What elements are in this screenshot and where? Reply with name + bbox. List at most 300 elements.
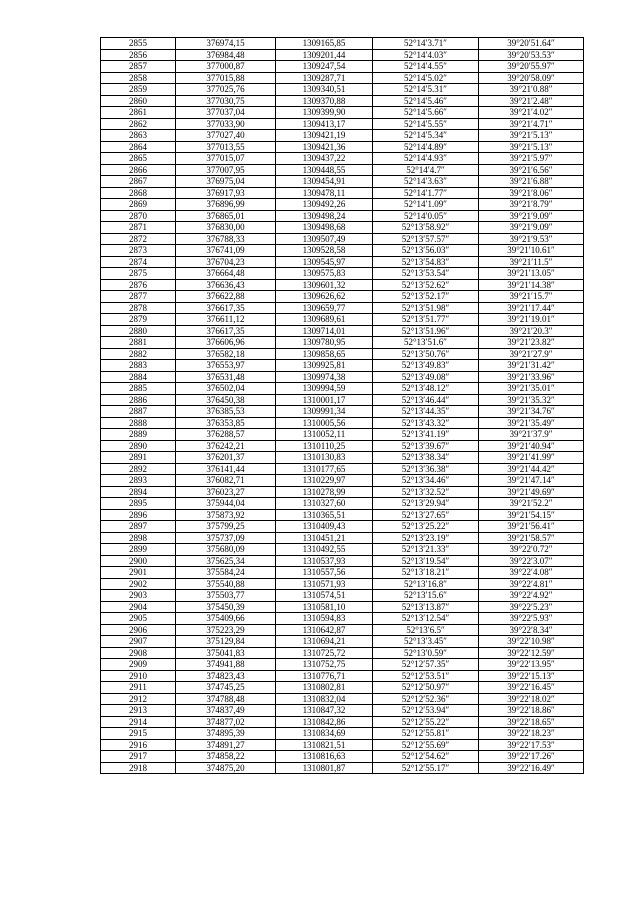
point-number-cell: 2859 bbox=[101, 84, 176, 96]
y-coordinate-cell: 1310574,51 bbox=[276, 590, 373, 602]
y-coordinate-cell: 1310581,10 bbox=[276, 601, 373, 613]
x-coordinate-cell: 374941,88 bbox=[176, 659, 276, 671]
y-coordinate-cell: 1309498,68 bbox=[276, 222, 373, 234]
table-row bbox=[101, 371, 584, 383]
x-coordinate-cell: 376896,99 bbox=[176, 199, 276, 211]
longitude-cell: 39°21′14.38″ bbox=[479, 279, 584, 291]
table-row bbox=[101, 532, 584, 544]
point-number-cell: 2864 bbox=[101, 141, 176, 153]
latitude-cell: 52°13′12.54″ bbox=[373, 613, 479, 625]
longitude-cell: 39°22′8.34″ bbox=[479, 624, 584, 636]
point-number-cell: 2888 bbox=[101, 417, 176, 429]
x-coordinate-cell: 376664,48 bbox=[176, 268, 276, 280]
table-row bbox=[101, 291, 584, 303]
table-row bbox=[101, 463, 584, 475]
point-number-cell: 2908 bbox=[101, 647, 176, 659]
table-row bbox=[101, 498, 584, 510]
point-number-cell: 2857 bbox=[101, 61, 176, 73]
table-row bbox=[101, 49, 584, 61]
longitude-cell: 39°21′9.09″ bbox=[479, 222, 584, 234]
latitude-cell: 52°12′55.17″ bbox=[373, 762, 479, 774]
longitude-cell: 39°21′31.42″ bbox=[479, 360, 584, 372]
longitude-cell: 39°22′5.23″ bbox=[479, 601, 584, 613]
y-coordinate-cell: 1309413,17 bbox=[276, 118, 373, 130]
latitude-cell: 52°14′4.03″ bbox=[373, 49, 479, 61]
y-coordinate-cell: 1309858,65 bbox=[276, 348, 373, 360]
point-number-cell: 2913 bbox=[101, 705, 176, 717]
point-number-cell: 2869 bbox=[101, 199, 176, 211]
point-number-cell: 2867 bbox=[101, 176, 176, 188]
table-row bbox=[101, 613, 584, 625]
longitude-cell: 39°21′56.41″ bbox=[479, 521, 584, 533]
point-number-cell: 2877 bbox=[101, 291, 176, 303]
y-coordinate-cell: 1310557,56 bbox=[276, 567, 373, 579]
x-coordinate-cell: 376741,09 bbox=[176, 245, 276, 257]
y-coordinate-cell: 1309492,26 bbox=[276, 199, 373, 211]
y-coordinate-cell: 1310492,55 bbox=[276, 544, 373, 556]
y-coordinate-cell: 1310594,83 bbox=[276, 613, 373, 625]
table-row bbox=[101, 268, 584, 280]
table-row bbox=[101, 659, 584, 671]
latitude-cell: 52°13′25.22″ bbox=[373, 521, 479, 533]
table-row bbox=[101, 84, 584, 96]
latitude-cell: 52°12′55.81″ bbox=[373, 728, 479, 740]
latitude-cell: 52°13′51.96″ bbox=[373, 325, 479, 337]
x-coordinate-cell: 375409,66 bbox=[176, 613, 276, 625]
table-row bbox=[101, 314, 584, 326]
x-coordinate-cell: 376611,12 bbox=[176, 314, 276, 326]
longitude-cell: 39°22′17.53″ bbox=[479, 739, 584, 751]
table-row bbox=[101, 555, 584, 567]
longitude-cell: 39°21′44.42″ bbox=[479, 463, 584, 475]
x-coordinate-cell: 375223,29 bbox=[176, 624, 276, 636]
y-coordinate-cell: 1309201,44 bbox=[276, 49, 373, 61]
x-coordinate-cell: 376788,33 bbox=[176, 233, 276, 245]
longitude-cell: 39°21′0.88″ bbox=[479, 84, 584, 96]
latitude-cell: 52°14′5.34″ bbox=[373, 130, 479, 142]
x-coordinate-cell: 374895,39 bbox=[176, 728, 276, 740]
point-number-cell: 2884 bbox=[101, 371, 176, 383]
latitude-cell: 52°13′36.38″ bbox=[373, 463, 479, 475]
longitude-cell: 39°22′18.86″ bbox=[479, 705, 584, 717]
x-coordinate-cell: 376830,00 bbox=[176, 222, 276, 234]
x-coordinate-cell: 375540,88 bbox=[176, 578, 276, 590]
table-row bbox=[101, 567, 584, 579]
point-number-cell: 2914 bbox=[101, 716, 176, 728]
latitude-cell: 52°13′23.19″ bbox=[373, 532, 479, 544]
longitude-cell: 39°21′33.96″ bbox=[479, 371, 584, 383]
table-row bbox=[101, 394, 584, 406]
x-coordinate-cell: 376288,57 bbox=[176, 429, 276, 441]
latitude-cell: 52°14′5.55″ bbox=[373, 118, 479, 130]
x-coordinate-cell: 375503,77 bbox=[176, 590, 276, 602]
point-number-cell: 2893 bbox=[101, 475, 176, 487]
longitude-cell: 39°21′27.9″ bbox=[479, 348, 584, 360]
table-row bbox=[101, 302, 584, 314]
latitude-cell: 52°13′53.54″ bbox=[373, 268, 479, 280]
x-coordinate-cell: 375625,34 bbox=[176, 555, 276, 567]
longitude-cell: 39°21′37.9″ bbox=[479, 429, 584, 441]
point-number-cell: 2892 bbox=[101, 463, 176, 475]
y-coordinate-cell: 1310802,81 bbox=[276, 682, 373, 694]
point-number-cell: 2891 bbox=[101, 452, 176, 464]
longitude-cell: 39°21′41.99″ bbox=[479, 452, 584, 464]
point-number-cell: 2910 bbox=[101, 670, 176, 682]
longitude-cell: 39°21′20.3″ bbox=[479, 325, 584, 337]
table-row bbox=[101, 452, 584, 464]
y-coordinate-cell: 1309287,71 bbox=[276, 72, 373, 84]
latitude-cell: 52°14′5.46″ bbox=[373, 95, 479, 107]
y-coordinate-cell: 1309370,88 bbox=[276, 95, 373, 107]
table-row bbox=[101, 210, 584, 222]
longitude-cell: 39°22′0.72″ bbox=[479, 544, 584, 556]
longitude-cell: 39°21′2.48″ bbox=[479, 95, 584, 107]
point-number-cell: 2880 bbox=[101, 325, 176, 337]
longitude-cell: 39°22′17.26″ bbox=[479, 751, 584, 763]
latitude-cell: 52°13′51.6″ bbox=[373, 337, 479, 349]
x-coordinate-cell: 376242,21 bbox=[176, 440, 276, 452]
x-coordinate-cell: 377025,76 bbox=[176, 84, 276, 96]
x-coordinate-cell: 376622,88 bbox=[176, 291, 276, 303]
y-coordinate-cell: 1310801,87 bbox=[276, 762, 373, 774]
longitude-cell: 39°21′35.01″ bbox=[479, 383, 584, 395]
point-number-cell: 2901 bbox=[101, 567, 176, 579]
latitude-cell: 52°14′4.89″ bbox=[373, 141, 479, 153]
y-coordinate-cell: 1310832,04 bbox=[276, 693, 373, 705]
point-number-cell: 2915 bbox=[101, 728, 176, 740]
y-coordinate-cell: 1310834,69 bbox=[276, 728, 373, 740]
latitude-cell: 52°14′4.93″ bbox=[373, 153, 479, 165]
table-row bbox=[101, 716, 584, 728]
table-row bbox=[101, 624, 584, 636]
y-coordinate-cell: 1309437,22 bbox=[276, 153, 373, 165]
table-row bbox=[101, 176, 584, 188]
latitude-cell: 52°13′13.87″ bbox=[373, 601, 479, 613]
x-coordinate-cell: 376974,15 bbox=[176, 38, 276, 50]
point-number-cell: 2881 bbox=[101, 337, 176, 349]
longitude-cell: 39°22′16.45″ bbox=[479, 682, 584, 694]
point-number-cell: 2896 bbox=[101, 509, 176, 521]
y-coordinate-cell: 1310642,87 bbox=[276, 624, 373, 636]
table-row bbox=[101, 360, 584, 372]
latitude-cell: 52°13′54.83″ bbox=[373, 256, 479, 268]
latitude-cell: 52°13′39.67″ bbox=[373, 440, 479, 452]
latitude-cell: 52°14′5.66″ bbox=[373, 107, 479, 119]
y-coordinate-cell: 1310110,25 bbox=[276, 440, 373, 452]
latitude-cell: 52°14′5.02″ bbox=[373, 72, 479, 84]
point-number-cell: 2856 bbox=[101, 49, 176, 61]
point-number-cell: 2872 bbox=[101, 233, 176, 245]
longitude-cell: 39°21′4.71″ bbox=[479, 118, 584, 130]
y-coordinate-cell: 1310842,86 bbox=[276, 716, 373, 728]
x-coordinate-cell: 375129,84 bbox=[176, 636, 276, 648]
coordinates-table bbox=[100, 37, 584, 774]
point-number-cell: 2875 bbox=[101, 268, 176, 280]
table-row bbox=[101, 279, 584, 291]
latitude-cell: 52°12′55.69″ bbox=[373, 739, 479, 751]
latitude-cell: 52°12′50.97″ bbox=[373, 682, 479, 694]
table-row bbox=[101, 153, 584, 165]
y-coordinate-cell: 1310752,75 bbox=[276, 659, 373, 671]
latitude-cell: 52°14′1.09″ bbox=[373, 199, 479, 211]
x-coordinate-cell: 376201,37 bbox=[176, 452, 276, 464]
table-row bbox=[101, 348, 584, 360]
latitude-cell: 52°13′29.94″ bbox=[373, 498, 479, 510]
table-row bbox=[101, 245, 584, 257]
point-number-cell: 2902 bbox=[101, 578, 176, 590]
latitude-cell: 52°13′56.03″ bbox=[373, 245, 479, 257]
latitude-cell: 52°14′5.31″ bbox=[373, 84, 479, 96]
x-coordinate-cell: 376502,04 bbox=[176, 383, 276, 395]
latitude-cell: 52°14′0.05″ bbox=[373, 210, 479, 222]
latitude-cell: 52°13′49.08″ bbox=[373, 371, 479, 383]
latitude-cell: 52°13′19.54″ bbox=[373, 555, 479, 567]
longitude-cell: 39°21′8.79″ bbox=[479, 199, 584, 211]
y-coordinate-cell: 1310451,21 bbox=[276, 532, 373, 544]
x-coordinate-cell: 375450,39 bbox=[176, 601, 276, 613]
point-number-cell: 2868 bbox=[101, 187, 176, 199]
y-coordinate-cell: 1310694,21 bbox=[276, 636, 373, 648]
point-number-cell: 2870 bbox=[101, 210, 176, 222]
y-coordinate-cell: 1309659,77 bbox=[276, 302, 373, 314]
latitude-cell: 52°13′18.21″ bbox=[373, 567, 479, 579]
y-coordinate-cell: 1310052,11 bbox=[276, 429, 373, 441]
y-coordinate-cell: 1309247,54 bbox=[276, 61, 373, 73]
y-coordinate-cell: 1310776,71 bbox=[276, 670, 373, 682]
table-row bbox=[101, 118, 584, 130]
point-number-cell: 2885 bbox=[101, 383, 176, 395]
x-coordinate-cell: 374745,25 bbox=[176, 682, 276, 694]
point-number-cell: 2906 bbox=[101, 624, 176, 636]
x-coordinate-cell: 374875,20 bbox=[176, 762, 276, 774]
latitude-cell: 52°13′41.19″ bbox=[373, 429, 479, 441]
longitude-cell: 39°21′4.02″ bbox=[479, 107, 584, 119]
table-row bbox=[101, 705, 584, 717]
table-row bbox=[101, 337, 584, 349]
table-row bbox=[101, 693, 584, 705]
latitude-cell: 52°13′48.12″ bbox=[373, 383, 479, 395]
x-coordinate-cell: 376617,35 bbox=[176, 325, 276, 337]
longitude-cell: 39°22′12.59″ bbox=[479, 647, 584, 659]
table-row bbox=[101, 636, 584, 648]
longitude-cell: 39°21′34.76″ bbox=[479, 406, 584, 418]
point-number-cell: 2895 bbox=[101, 498, 176, 510]
latitude-cell: 52°13′3.45″ bbox=[373, 636, 479, 648]
latitude-cell: 52°12′52.36″ bbox=[373, 693, 479, 705]
x-coordinate-cell: 376023,27 bbox=[176, 486, 276, 498]
y-coordinate-cell: 1310005,56 bbox=[276, 417, 373, 429]
table-row bbox=[101, 199, 584, 211]
longitude-cell: 39°21′5.13″ bbox=[479, 130, 584, 142]
longitude-cell: 39°22′18.23″ bbox=[479, 728, 584, 740]
point-number-cell: 2865 bbox=[101, 153, 176, 165]
point-number-cell: 2900 bbox=[101, 555, 176, 567]
latitude-cell: 52°12′53.51″ bbox=[373, 670, 479, 682]
latitude-cell: 52°13′51.77″ bbox=[373, 314, 479, 326]
x-coordinate-cell: 376617,35 bbox=[176, 302, 276, 314]
x-coordinate-cell: 377000,87 bbox=[176, 61, 276, 73]
table-row bbox=[101, 486, 584, 498]
longitude-cell: 39°21′19.01″ bbox=[479, 314, 584, 326]
point-number-cell: 2903 bbox=[101, 590, 176, 602]
longitude-cell: 39°21′52.2″ bbox=[479, 498, 584, 510]
table-row bbox=[101, 406, 584, 418]
longitude-cell: 39°22′13.95″ bbox=[479, 659, 584, 671]
y-coordinate-cell: 1309780,95 bbox=[276, 337, 373, 349]
table-row bbox=[101, 429, 584, 441]
point-number-cell: 2855 bbox=[101, 38, 176, 50]
y-coordinate-cell: 1309340,51 bbox=[276, 84, 373, 96]
y-coordinate-cell: 1310130,83 bbox=[276, 452, 373, 464]
y-coordinate-cell: 1309689,61 bbox=[276, 314, 373, 326]
longitude-cell: 39°21′17.44″ bbox=[479, 302, 584, 314]
latitude-cell: 52°12′57.35″ bbox=[373, 659, 479, 671]
x-coordinate-cell: 376917,93 bbox=[176, 187, 276, 199]
longitude-cell: 39°21′5.13″ bbox=[479, 141, 584, 153]
y-coordinate-cell: 1310821,51 bbox=[276, 739, 373, 751]
point-number-cell: 2882 bbox=[101, 348, 176, 360]
x-coordinate-cell: 377013,55 bbox=[176, 141, 276, 153]
latitude-cell: 52°13′58.92″ bbox=[373, 222, 479, 234]
longitude-cell: 39°21′35.49″ bbox=[479, 417, 584, 429]
y-coordinate-cell: 1309421,36 bbox=[276, 141, 373, 153]
y-coordinate-cell: 1309478,11 bbox=[276, 187, 373, 199]
table-row bbox=[101, 647, 584, 659]
y-coordinate-cell: 1309421,19 bbox=[276, 130, 373, 142]
x-coordinate-cell: 377030,75 bbox=[176, 95, 276, 107]
point-number-cell: 2912 bbox=[101, 693, 176, 705]
latitude-cell: 52°13′51.98″ bbox=[373, 302, 479, 314]
table-row bbox=[101, 590, 584, 602]
x-coordinate-cell: 376704,23 bbox=[176, 256, 276, 268]
latitude-cell: 52°13′46.44″ bbox=[373, 394, 479, 406]
latitude-cell: 52°13′52.62″ bbox=[373, 279, 479, 291]
table-row bbox=[101, 233, 584, 245]
longitude-cell: 39°21′58.57″ bbox=[479, 532, 584, 544]
table-row bbox=[101, 222, 584, 234]
longitude-cell: 39°21′23.82″ bbox=[479, 337, 584, 349]
longitude-cell: 39°21′35.32″ bbox=[479, 394, 584, 406]
point-number-cell: 2887 bbox=[101, 406, 176, 418]
x-coordinate-cell: 375873,92 bbox=[176, 509, 276, 521]
latitude-cell: 52°12′55.22″ bbox=[373, 716, 479, 728]
point-number-cell: 2876 bbox=[101, 279, 176, 291]
point-number-cell: 2904 bbox=[101, 601, 176, 613]
y-coordinate-cell: 1309448,55 bbox=[276, 164, 373, 176]
longitude-cell: 39°20′51.64″ bbox=[479, 38, 584, 50]
latitude-cell: 52°13′27.65″ bbox=[373, 509, 479, 521]
longitude-cell: 39°21′9.09″ bbox=[479, 210, 584, 222]
table-row bbox=[101, 670, 584, 682]
x-coordinate-cell: 377007,95 bbox=[176, 164, 276, 176]
longitude-cell: 39°21′13.05″ bbox=[479, 268, 584, 280]
latitude-cell: 52°13′21.33″ bbox=[373, 544, 479, 556]
table-row bbox=[101, 475, 584, 487]
table-row bbox=[101, 544, 584, 556]
longitude-cell: 39°21′6.88″ bbox=[479, 176, 584, 188]
y-coordinate-cell: 1309165,85 bbox=[276, 38, 373, 50]
latitude-cell: 52°12′53.94″ bbox=[373, 705, 479, 717]
y-coordinate-cell: 1310001,17 bbox=[276, 394, 373, 406]
x-coordinate-cell: 376082,71 bbox=[176, 475, 276, 487]
latitude-cell: 52°13′43.32″ bbox=[373, 417, 479, 429]
y-coordinate-cell: 1309626,62 bbox=[276, 291, 373, 303]
longitude-cell: 39°21′9.53″ bbox=[479, 233, 584, 245]
point-number-cell: 2918 bbox=[101, 762, 176, 774]
x-coordinate-cell: 375041,83 bbox=[176, 647, 276, 659]
latitude-cell: 52°13′6.5″ bbox=[373, 624, 479, 636]
x-coordinate-cell: 376353,85 bbox=[176, 417, 276, 429]
longitude-cell: 39°21′49.69″ bbox=[479, 486, 584, 498]
point-number-cell: 2889 bbox=[101, 429, 176, 441]
x-coordinate-cell: 376984,48 bbox=[176, 49, 276, 61]
point-number-cell: 2909 bbox=[101, 659, 176, 671]
longitude-cell: 39°20′58.09″ bbox=[479, 72, 584, 84]
y-coordinate-cell: 1310409,43 bbox=[276, 521, 373, 533]
x-coordinate-cell: 377015,07 bbox=[176, 153, 276, 165]
longitude-cell: 39°22′3.07″ bbox=[479, 555, 584, 567]
longitude-cell: 39°21′6.56″ bbox=[479, 164, 584, 176]
table-row bbox=[101, 578, 584, 590]
point-number-cell: 2858 bbox=[101, 72, 176, 84]
x-coordinate-cell: 374837,49 bbox=[176, 705, 276, 717]
x-coordinate-cell: 375584,24 bbox=[176, 567, 276, 579]
point-number-cell: 2878 bbox=[101, 302, 176, 314]
point-number-cell: 2871 bbox=[101, 222, 176, 234]
longitude-cell: 39°21′5.97″ bbox=[479, 153, 584, 165]
y-coordinate-cell: 1310327,60 bbox=[276, 498, 373, 510]
latitude-cell: 52°13′32.52″ bbox=[373, 486, 479, 498]
y-coordinate-cell: 1309498,24 bbox=[276, 210, 373, 222]
coordinates-table-body bbox=[101, 38, 584, 774]
y-coordinate-cell: 1310365,51 bbox=[276, 509, 373, 521]
latitude-cell: 52°13′50.76″ bbox=[373, 348, 479, 360]
x-coordinate-cell: 376531,48 bbox=[176, 371, 276, 383]
point-number-cell: 2899 bbox=[101, 544, 176, 556]
table-row bbox=[101, 130, 584, 142]
x-coordinate-cell: 375799,25 bbox=[176, 521, 276, 533]
longitude-cell: 39°21′47.14″ bbox=[479, 475, 584, 487]
longitude-cell: 39°22′16.49″ bbox=[479, 762, 584, 774]
latitude-cell: 52°14′4.7″ bbox=[373, 164, 479, 176]
point-number-cell: 2873 bbox=[101, 245, 176, 257]
x-coordinate-cell: 377027,40 bbox=[176, 130, 276, 142]
y-coordinate-cell: 1310571,93 bbox=[276, 578, 373, 590]
table-row bbox=[101, 256, 584, 268]
y-coordinate-cell: 1310816,63 bbox=[276, 751, 373, 763]
y-coordinate-cell: 1310725,72 bbox=[276, 647, 373, 659]
x-coordinate-cell: 376385,53 bbox=[176, 406, 276, 418]
x-coordinate-cell: 374788,48 bbox=[176, 693, 276, 705]
point-number-cell: 2863 bbox=[101, 130, 176, 142]
point-number-cell: 2861 bbox=[101, 107, 176, 119]
y-coordinate-cell: 1309454,91 bbox=[276, 176, 373, 188]
x-coordinate-cell: 376553,97 bbox=[176, 360, 276, 372]
table-row bbox=[101, 72, 584, 84]
x-coordinate-cell: 376450,38 bbox=[176, 394, 276, 406]
table-row bbox=[101, 682, 584, 694]
latitude-cell: 52°13′15.6″ bbox=[373, 590, 479, 602]
longitude-cell: 39°21′8.06″ bbox=[479, 187, 584, 199]
y-coordinate-cell: 1309714,01 bbox=[276, 325, 373, 337]
table-row bbox=[101, 383, 584, 395]
table-row bbox=[101, 61, 584, 73]
y-coordinate-cell: 1309925,81 bbox=[276, 360, 373, 372]
latitude-cell: 52°13′0.59″ bbox=[373, 647, 479, 659]
point-number-cell: 2905 bbox=[101, 613, 176, 625]
point-number-cell: 2860 bbox=[101, 95, 176, 107]
point-number-cell: 2917 bbox=[101, 751, 176, 763]
